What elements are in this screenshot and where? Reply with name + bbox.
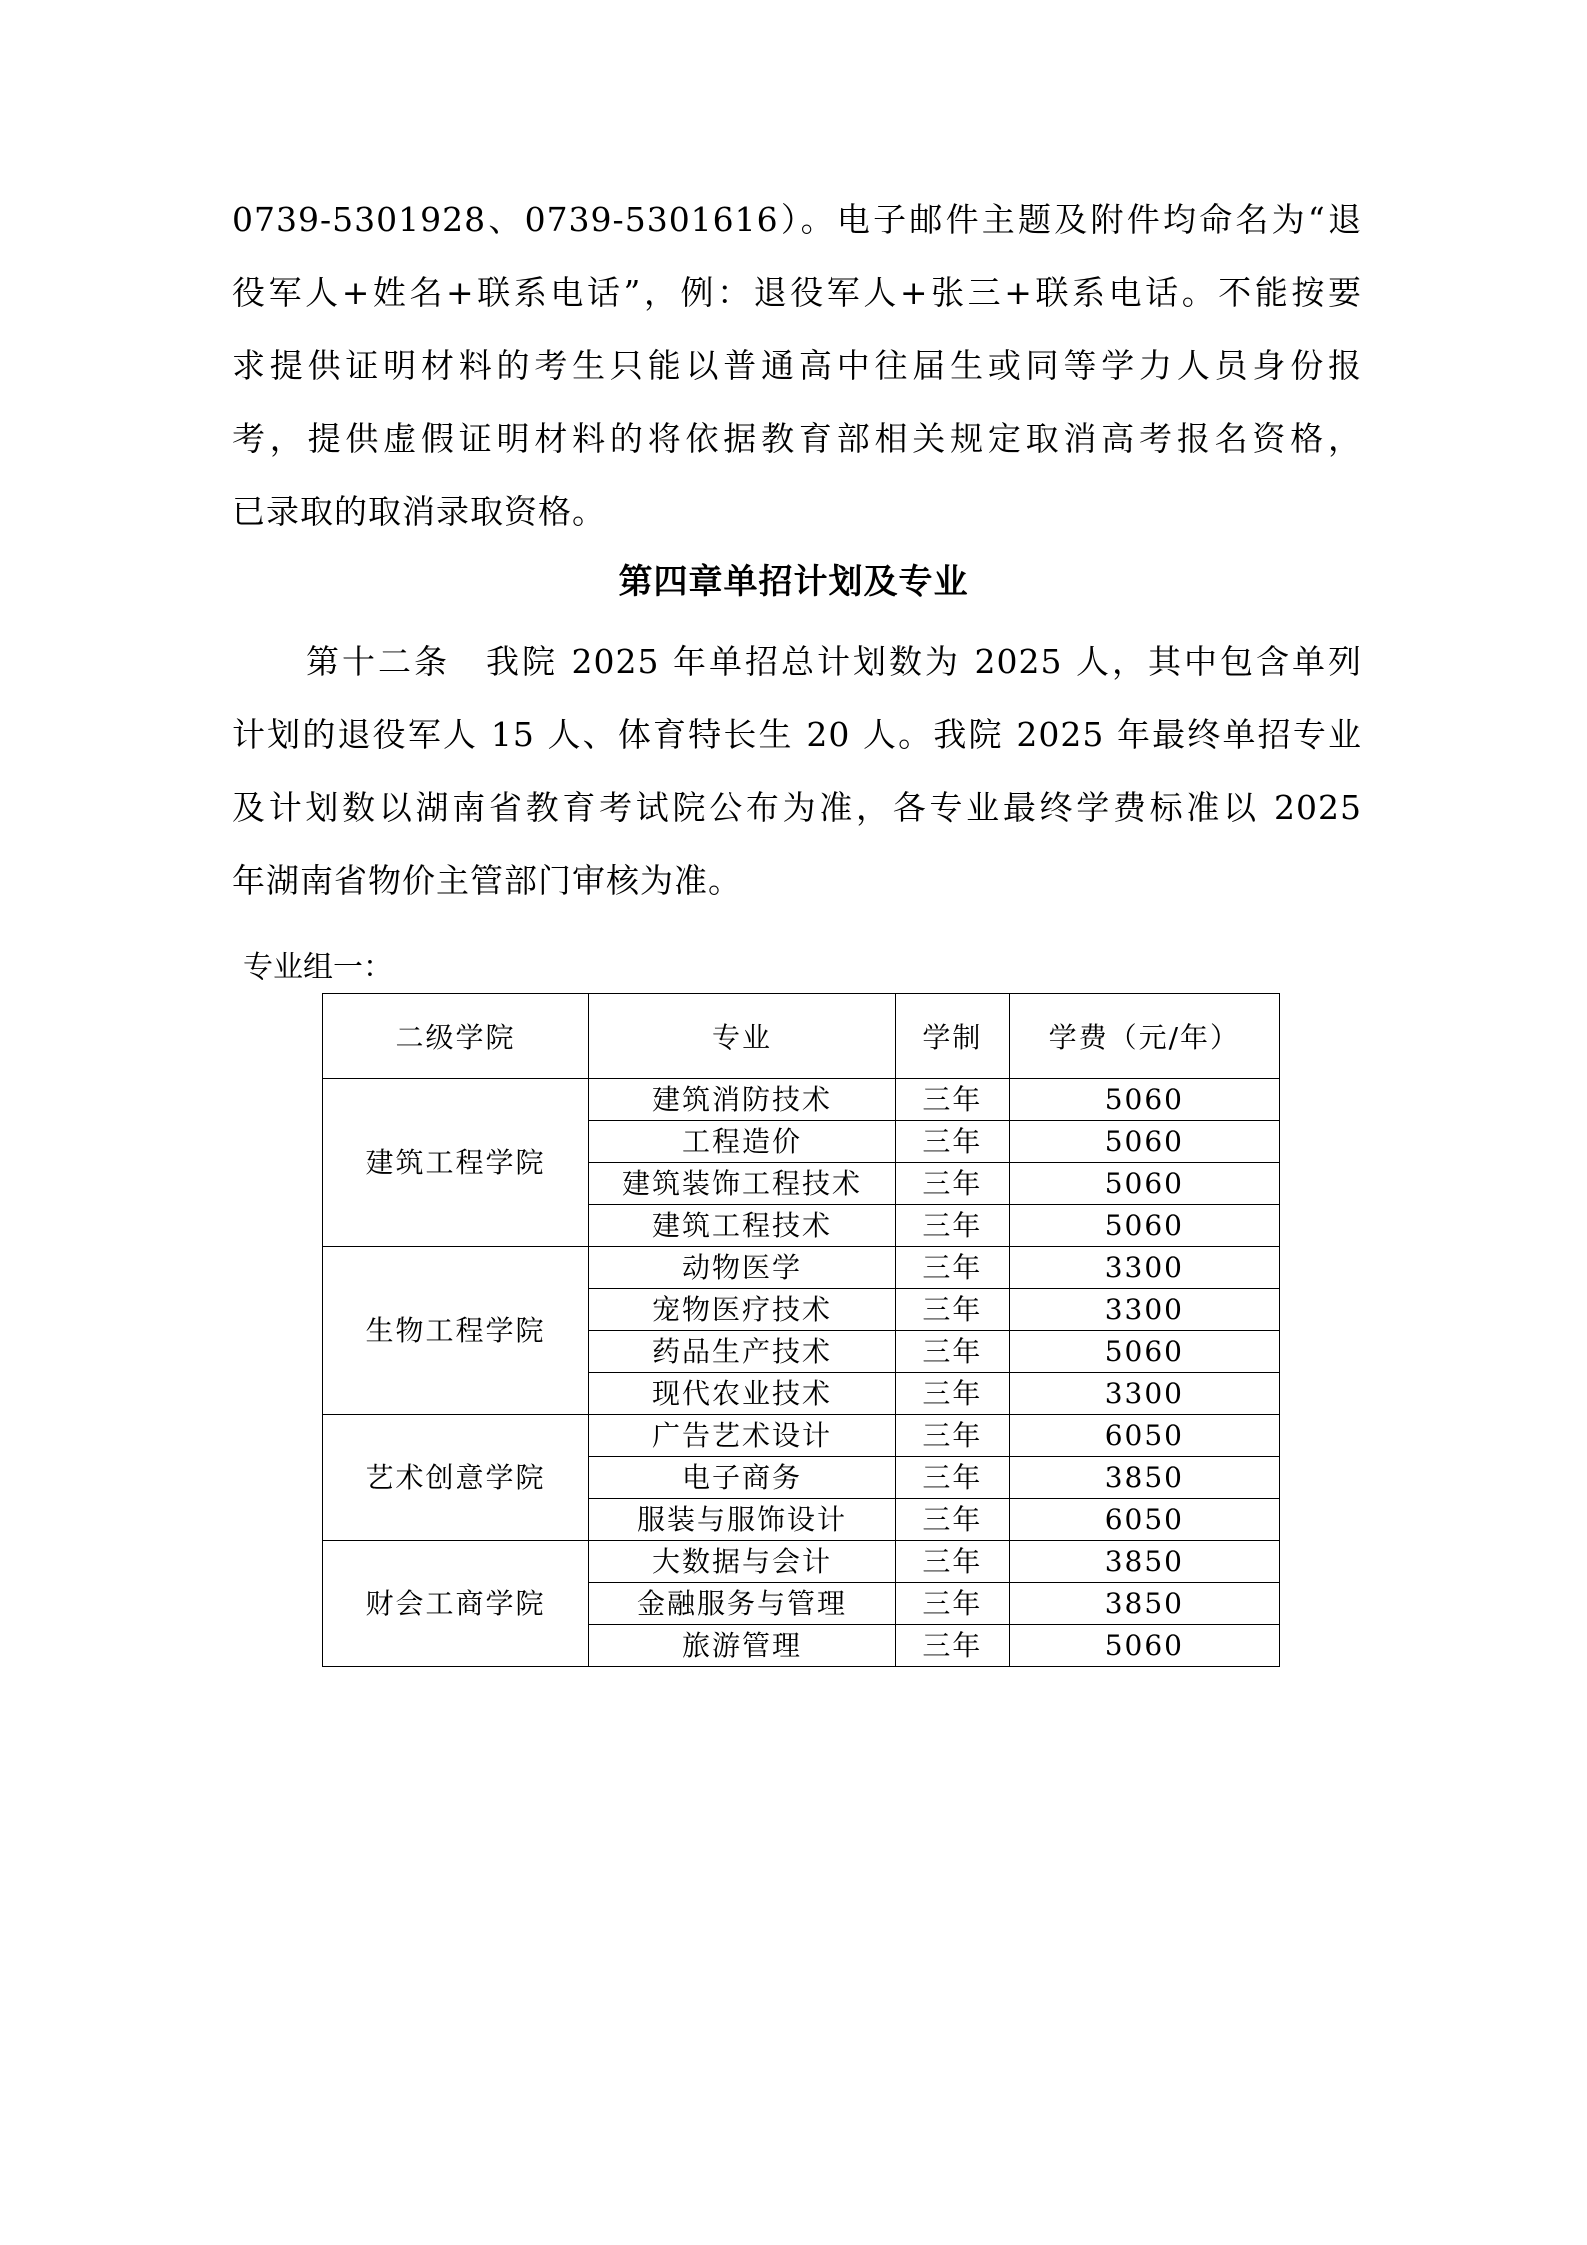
table-header-row: [323, 994, 1280, 1079]
years-cell: 三年: [896, 1247, 1010, 1289]
paragraph-line: 第十二条 我院 2025 年单招总计划数为 2025 人，其中包含单列: [306, 642, 1362, 681]
chapter-title: 第四章单招计划及专业: [618, 562, 969, 602]
fee-cell: 3850: [1009, 1583, 1279, 1625]
major-cell: 大数据与会计: [589, 1541, 896, 1583]
years-cell: 三年: [896, 1331, 1010, 1373]
major-cell: 服装与服饰设计: [589, 1499, 896, 1541]
years-cell: 三年: [896, 1373, 1010, 1415]
fee-cell: 5060: [1009, 1163, 1279, 1205]
paragraph-article-12: [232, 625, 1362, 917]
fee-cell: 5060: [1009, 1205, 1279, 1247]
years-cell: 三年: [896, 1625, 1010, 1667]
years-cell: 三年: [896, 1163, 1010, 1205]
fee-cell: 3300: [1009, 1247, 1279, 1289]
fee-cell: 3300: [1009, 1373, 1279, 1415]
header-fee: 学费（元/年）: [1009, 994, 1279, 1079]
major-cell: 现代农业技术: [589, 1373, 896, 1415]
fee-cell: 3850: [1009, 1541, 1279, 1583]
table-row: [323, 1541, 1280, 1583]
years-cell: 三年: [896, 1205, 1010, 1247]
fee-cell: 5060: [1009, 1079, 1279, 1121]
major-cell: 建筑装饰工程技术: [589, 1163, 896, 1205]
table-row: [323, 1415, 1280, 1457]
college-cell: 生物工程学院: [323, 1247, 589, 1415]
major-cell: 宠物医疗技术: [589, 1289, 896, 1331]
major-cell: 工程造价: [589, 1121, 896, 1163]
years-cell: 三年: [896, 1499, 1010, 1541]
major-cell: 广告艺术设计: [589, 1415, 896, 1457]
paragraph-line: 役军人+姓名+联系电话”，例：退役军人+张三+联系电话。不能按要: [232, 273, 1362, 312]
header-years: 学制: [896, 994, 1010, 1079]
paragraph-line: 及计划数以湖南省教育考试院公布为准，各专业最终学费标准以 2025: [232, 788, 1362, 827]
paragraph-line: 计划的退役军人 15 人、体育特长生 20 人。我院 2025 年最终单招专业: [232, 715, 1362, 754]
college-cell: 建筑工程学院: [323, 1079, 589, 1247]
fee-cell: 3300: [1009, 1289, 1279, 1331]
major-cell: 旅游管理: [589, 1625, 896, 1667]
years-cell: 三年: [896, 1121, 1010, 1163]
fee-cell: 3850: [1009, 1457, 1279, 1499]
table-row: [323, 1247, 1280, 1289]
fee-cell: 6050: [1009, 1499, 1279, 1541]
major-cell: 建筑工程技术: [589, 1205, 896, 1247]
group-label: 专业组一：: [243, 950, 393, 985]
major-cell: 电子商务: [589, 1457, 896, 1499]
years-cell: 三年: [896, 1541, 1010, 1583]
major-cell: 金融服务与管理: [589, 1583, 896, 1625]
header-college: 二级学院: [323, 994, 589, 1079]
college-cell: 财会工商学院: [323, 1541, 589, 1667]
years-cell: 三年: [896, 1457, 1010, 1499]
major-cell: 动物医学: [589, 1247, 896, 1289]
paragraph-line: 已录取的取消录取资格。: [232, 492, 606, 531]
fee-cell: 6050: [1009, 1415, 1279, 1457]
fee-cell: 5060: [1009, 1331, 1279, 1373]
paragraph-contact-requirements: [232, 183, 1362, 548]
major-cell: 药品生产技术: [589, 1331, 896, 1373]
paragraph-line: 求提供证明材料的考生只能以普通高中往届生或同等学力人员身份报: [232, 346, 1362, 385]
years-cell: 三年: [896, 1583, 1010, 1625]
years-cell: 三年: [896, 1289, 1010, 1331]
fee-cell: 5060: [1009, 1121, 1279, 1163]
paragraph-line: 考，提供虚假证明材料的将依据教育部相关规定取消高考报名资格，: [232, 419, 1362, 458]
majors-fee-table: [322, 993, 1280, 1667]
paragraph-line: 0739-5301928、0739-5301616）。电子邮件主题及附件均命名为“退: [232, 200, 1362, 239]
table-row: [323, 1079, 1280, 1121]
years-cell: 三年: [896, 1415, 1010, 1457]
major-cell: 建筑消防技术: [589, 1079, 896, 1121]
paragraph-line: 年湖南省物价主管部门审核为准。: [232, 861, 742, 900]
college-cell: 艺术创意学院: [323, 1415, 589, 1541]
fee-cell: 5060: [1009, 1625, 1279, 1667]
years-cell: 三年: [896, 1079, 1010, 1121]
header-major: 专业: [589, 994, 896, 1079]
